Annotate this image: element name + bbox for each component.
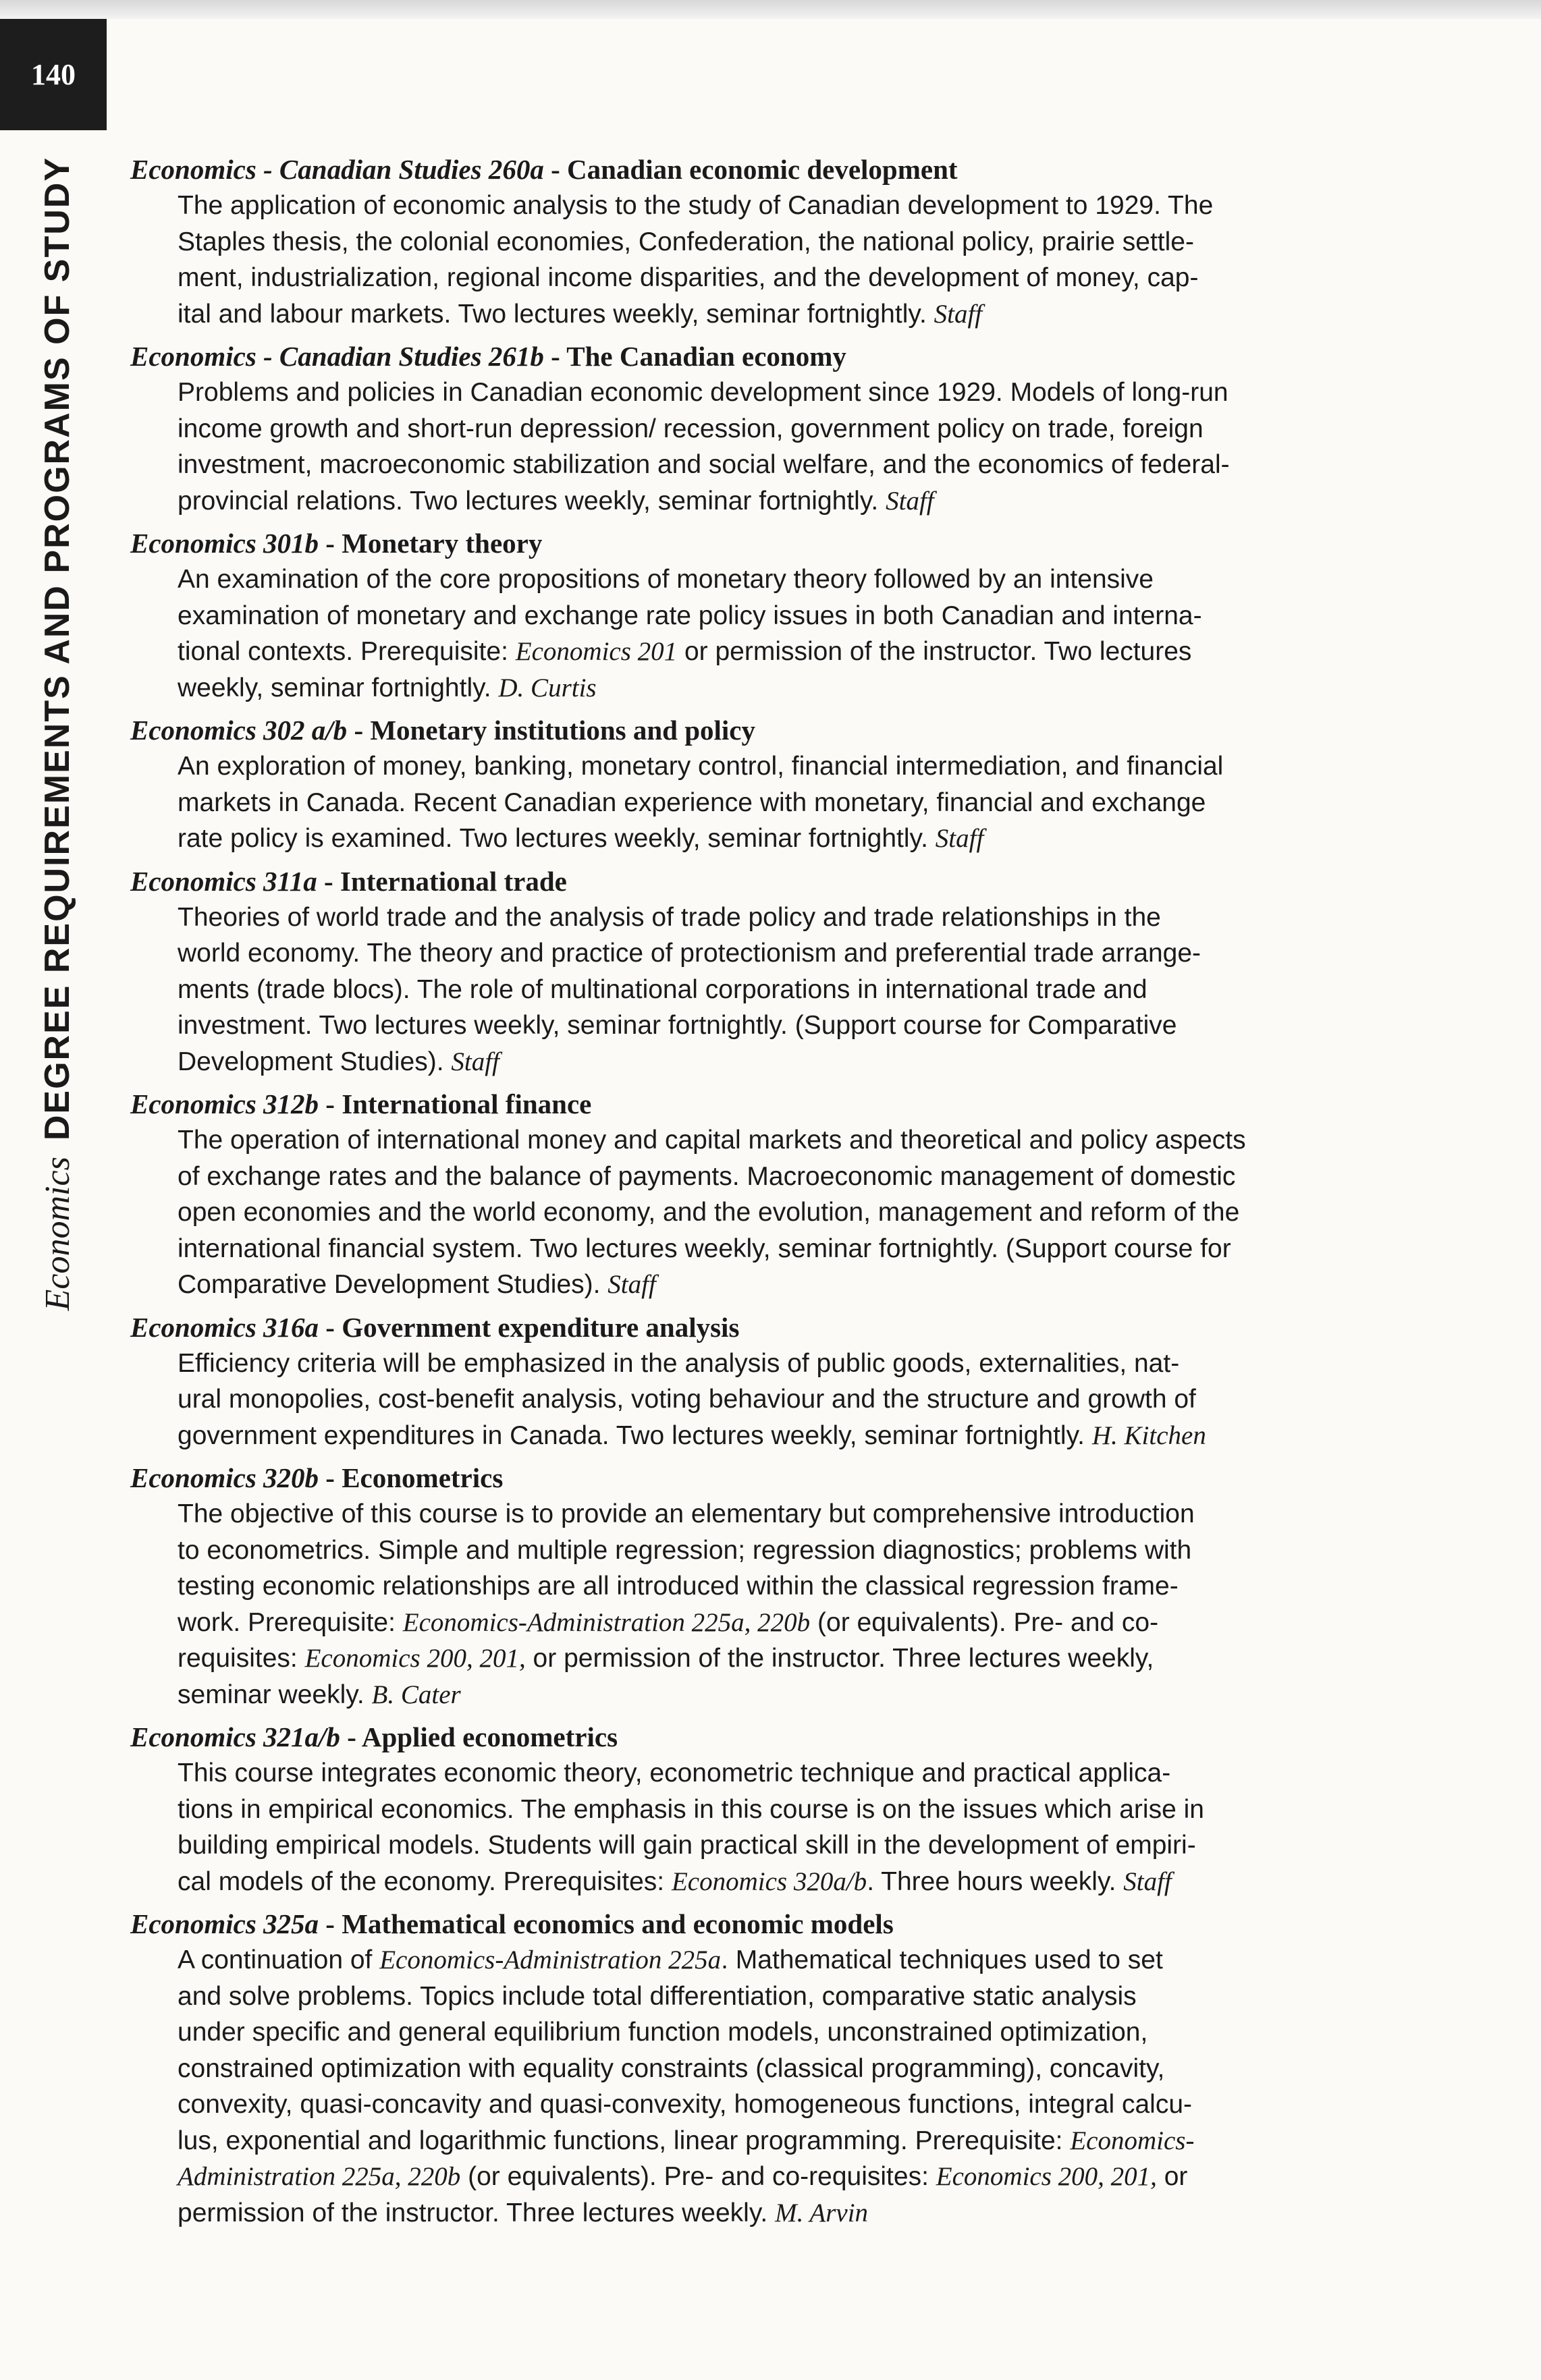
italic-reference: Staff xyxy=(934,299,983,329)
course-entry xyxy=(130,1719,1399,1900)
italic-reference: Staff xyxy=(886,486,934,516)
description-line: Problems and policies in Canadian economic development since 1929. Models of long-run xyxy=(178,378,1228,407)
course-code: Economics 321a/b xyxy=(130,1721,340,1752)
course-code: Economics - Canadian Studies 260a xyxy=(130,154,544,185)
course-heading xyxy=(130,1460,1399,1496)
course-entry xyxy=(130,1906,1399,2231)
italic-reference: Economics-Administration 225a, 220b xyxy=(402,1607,811,1637)
description-line: income growth and short-run depression/ recession, government policy on trade, foreign xyxy=(178,414,1204,443)
description-line: lus, exponential and logarithmic functions, linear programming. Prerequisite: Economics- xyxy=(178,2126,1195,2155)
description-line: ural monopolies, cost-benefit analysis, voting behaviour and the structure and growth of xyxy=(178,1385,1196,1414)
description-line: The operation of international money and capital markets and theoretical and policy aspects xyxy=(178,1126,1246,1155)
italic-reference: M. Arvin xyxy=(775,2198,869,2227)
course-heading xyxy=(130,1906,1399,1942)
page-number: 140 xyxy=(0,19,107,130)
course-description xyxy=(178,561,1399,706)
course-heading xyxy=(130,713,1399,748)
description-line: international financial system. Two lectures weekly, seminar fortnightly. (Support course for xyxy=(178,1234,1231,1263)
description-line: work. Prerequisite: Economics-Administration 225a, 220b (or equivalents). Pre- and co- xyxy=(178,1607,1159,1637)
description-line: building empirical models. Students will gain practical skill in the development of empiri- xyxy=(178,1831,1196,1860)
description-line: world economy. The theory and practice of protectionism and preferential trade arrange- xyxy=(178,939,1201,968)
course-code: Economics 312b xyxy=(130,1088,319,1119)
description-line: The objective of this course is to provide an elementary but comprehensive introduction xyxy=(178,1499,1195,1528)
side-title: DEGREE REQUIREMENTS AND PROGRAMS OF STUDY xyxy=(38,157,77,1141)
description-line: ment, industrialization, regional income disparities, and the development of money, cap- xyxy=(178,263,1199,292)
course-entry xyxy=(130,152,1399,332)
course-heading xyxy=(130,339,1399,375)
course-title: - The Canadian economy xyxy=(543,341,846,372)
course-heading xyxy=(130,526,1399,561)
side-subject: Economics xyxy=(38,1157,77,1311)
course-description xyxy=(178,375,1399,519)
italic-reference: Economics 200, 201, xyxy=(936,2162,1157,2191)
italic-reference: Staff xyxy=(1123,1866,1172,1896)
description-line: provincial relations. Two lectures weekly, seminar fortnightly. Staff xyxy=(178,486,934,516)
course-heading xyxy=(130,1310,1399,1346)
course-entry xyxy=(130,1460,1399,1713)
course-description xyxy=(178,748,1399,857)
course-title: - Econometrics xyxy=(319,1462,504,1493)
course-title: - Applied econometrics xyxy=(340,1721,618,1752)
description-line: Staples thesis, the colonial economies, Confederation, the national policy, prairie settle- xyxy=(178,227,1194,256)
description-line: examination of monetary and exchange rate policy issues in both Canadian and interna- xyxy=(178,601,1202,630)
description-line: testing economic relationships are all introduced within the classical regression frame- xyxy=(178,1572,1179,1601)
description-line: The application of economic analysis to the study of Canadian development to 1929. The xyxy=(178,191,1214,220)
course-code: Economics 302 a/b xyxy=(130,715,348,746)
course-description xyxy=(178,1755,1399,1900)
description-line: to econometrics. Simple and multiple regression; regression diagnostics; problems with xyxy=(178,1535,1192,1565)
description-line: permission of the instructor. Three lectures weekly. M. Arvin xyxy=(178,2198,869,2227)
course-title: - International finance xyxy=(319,1088,592,1119)
description-line: convexity, quasi-concavity and quasi-convexity, homogeneous functions, integral calcu- xyxy=(178,2090,1193,2119)
italic-reference: Economics 320a/b xyxy=(671,1866,867,1896)
course-entry xyxy=(130,526,1399,706)
italic-reference: Economics-Administration 225a xyxy=(379,1945,722,1974)
course-description xyxy=(178,900,1399,1080)
description-line: of exchange rates and the balance of payments. Macroeconomic management of domestic xyxy=(178,1161,1236,1191)
course-heading xyxy=(130,152,1399,188)
description-line: cal models of the economy. Prerequisites: Economics 320a/b. Three hours weekly. Staff xyxy=(178,1866,1172,1896)
description-line: Development Studies). Staff xyxy=(178,1047,499,1076)
description-line: open economies and the world economy, and the evolution, management and reform of the xyxy=(178,1198,1240,1227)
course-entry xyxy=(130,864,1399,1080)
course-description xyxy=(178,1496,1399,1713)
course-entry xyxy=(130,339,1399,519)
course-code: Economics 301b xyxy=(130,528,319,559)
italic-reference: B. Cater xyxy=(371,1680,461,1709)
course-description xyxy=(178,1942,1399,2231)
course-code: Economics 311a xyxy=(130,865,317,897)
italic-reference: H. Kitchen xyxy=(1091,1420,1206,1450)
description-line: Theories of world trade and the analysis of trade policy and trade relationships in the xyxy=(178,902,1161,932)
course-title: - International trade xyxy=(317,865,567,897)
description-line: A continuation of Economics-Administration 225a. Mathematical techniques used to set xyxy=(178,1945,1163,1974)
course-description xyxy=(178,1346,1399,1454)
italic-reference: Economics 201 xyxy=(515,637,678,666)
course-code: Economics 325a xyxy=(130,1908,319,1939)
course-title: - Monetary institutions and policy xyxy=(347,715,755,746)
course-description xyxy=(178,188,1399,332)
course-heading xyxy=(130,1719,1399,1755)
course-entry xyxy=(130,713,1399,857)
description-line: and solve problems. Topics include total differentiation, comparative static analysis xyxy=(178,1981,1137,2011)
course-heading xyxy=(130,1086,1399,1122)
description-line: tions in empirical economics. The emphasis in this course is on the issues which arise in xyxy=(178,1794,1204,1824)
course-title: - Government expenditure analysis xyxy=(319,1311,740,1343)
side-heading xyxy=(27,157,88,1311)
description-line: constrained optimization with equality constraints (classical programming), concavity, xyxy=(178,2053,1165,2083)
description-line: This course integrates economic theory, econometric technique and practical applica- xyxy=(178,1759,1171,1788)
course-title: - Mathematical economics and economic models xyxy=(319,1908,894,1939)
description-line: government expenditures in Canada. Two lectures weekly, seminar fortnightly. H. Kitchen xyxy=(178,1420,1206,1450)
description-line: Comparative Development Studies). Staff xyxy=(178,1270,656,1299)
italic-reference: Staff xyxy=(935,824,984,853)
course-entry xyxy=(130,1310,1399,1454)
course-heading xyxy=(130,864,1399,900)
description-line: markets in Canada. Recent Canadian experience with monetary, financial and exchange xyxy=(178,787,1206,817)
course-description xyxy=(178,1122,1399,1303)
course-code: Economics 316a xyxy=(130,1311,319,1343)
italic-reference: Administration 225a, 220b xyxy=(178,2162,461,2191)
description-line: weekly, seminar fortnightly. D. Curtis xyxy=(178,673,597,702)
course-entry xyxy=(130,1086,1399,1303)
description-line: ments (trade blocs). The role of multinational corporations in international trade and xyxy=(178,974,1147,1004)
course-title: - Canadian economic development xyxy=(543,154,958,185)
italic-reference: Economics- xyxy=(1070,2126,1195,2155)
description-line: requisites: Economics 200, 201, or permission of the instructor. Three lectures weekly, xyxy=(178,1644,1154,1673)
description-line: under specific and general equilibrium function models, unconstrained optimization, xyxy=(178,2018,1148,2047)
italic-reference: Staff xyxy=(607,1270,656,1299)
description-line: investment, macroeconomic stabilization and social welfare, and the economics of federal- xyxy=(178,450,1230,479)
description-line: Efficiency criteria will be emphasized in the analysis of public goods, externalities, nat- xyxy=(178,1348,1180,1378)
description-line: seminar weekly. B. Cater xyxy=(178,1680,461,1709)
course-title: - Monetary theory xyxy=(319,528,543,559)
course-list xyxy=(130,152,1399,2238)
description-line: Administration 225a, 220b (or equivalents). Pre- and co-requisites: Economics 200, 201, or xyxy=(178,2162,1188,2191)
italic-reference: Staff xyxy=(451,1047,499,1076)
description-line: An exploration of money, banking, monetary control, financial intermediation, and financial xyxy=(178,752,1224,781)
description-line: rate policy is examined. Two lectures weekly, seminar fortnightly. Staff xyxy=(178,824,984,853)
description-line: An examination of the core propositions of monetary theory followed by an intensive xyxy=(178,565,1154,594)
course-code: Economics 320b xyxy=(130,1462,319,1493)
italic-reference: Economics 200, 201, xyxy=(304,1644,526,1673)
scan-top-strip xyxy=(0,0,1541,19)
description-line: ital and labour markets. Two lectures weekly, seminar fortnightly. Staff xyxy=(178,299,983,329)
italic-reference: D. Curtis xyxy=(498,673,597,702)
description-line: tional contexts. Prerequisite: Economics 201 or permission of the instructor. Two lectures xyxy=(178,637,1192,666)
description-line: investment. Two lectures weekly, seminar fortnightly. (Support course for Comparative xyxy=(178,1011,1177,1040)
course-code: Economics - Canadian Studies 261b xyxy=(130,341,544,372)
